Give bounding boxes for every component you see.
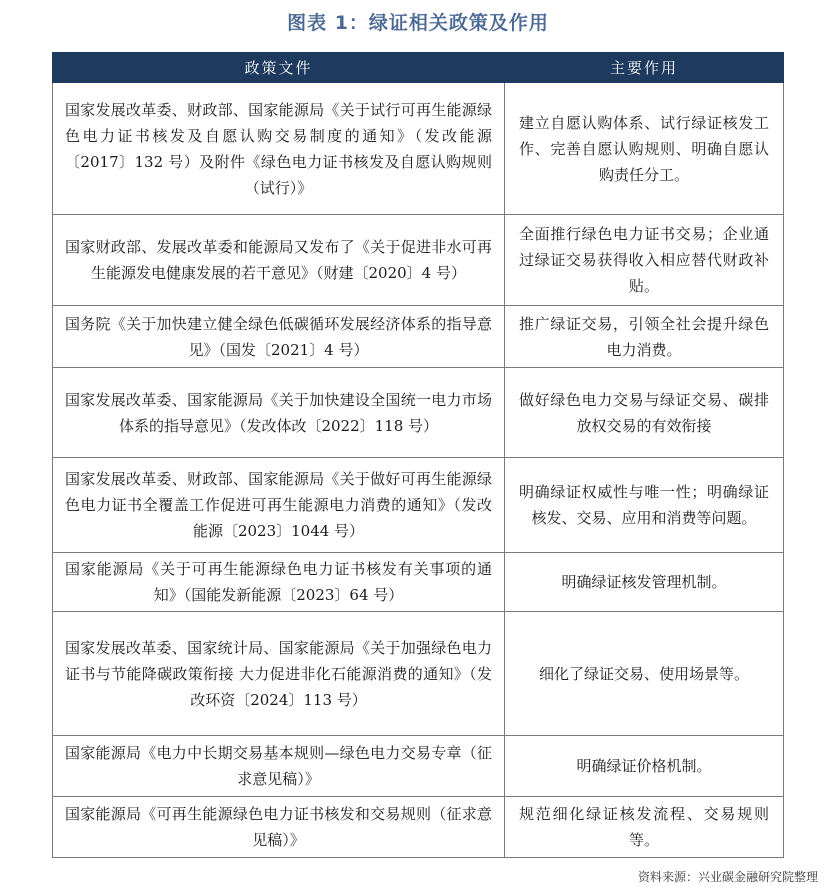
main-role-cell: 明确绿证核发管理机制。 xyxy=(505,553,784,612)
table-row xyxy=(53,368,784,458)
table-row xyxy=(53,797,784,858)
policy-document-cell: 国家发展改革委、国家统计局、国家能源局《关于加强绿色电力证书与节能降碳政策衔接 大力促进非化石能源消费的通知》（发改环资〔2024〕113 号） xyxy=(53,612,505,736)
policy-document-cell: 国务院《关于加快建立健全绿色低碳循环发展经济体系的指导意见》（国发〔2021〕4 号） xyxy=(53,306,505,368)
main-role-cell: 明确绿证权威性与唯一性；明确绿证核发、交易、应用和消费等问题。 xyxy=(505,458,784,553)
policy-document-cell: 国家能源局《可再生能源绿色电力证书核发和交易规则（征求意见稿）》 xyxy=(53,797,505,858)
header-policy-document: 政策文件 xyxy=(53,53,505,83)
main-role-cell: 明确绿证价格机制。 xyxy=(505,736,784,797)
table-row xyxy=(53,306,784,368)
policy-document-cell: 国家发展改革委、国家能源局《关于加快建设全国统一电力市场体系的指导意见》（发改体改〔2022〕118 号） xyxy=(53,368,505,458)
table-row xyxy=(53,458,784,553)
header-main-role: 主要作用 xyxy=(505,53,784,83)
main-role-cell: 推广绿证交易，引领全社会提升绿色电力消费。 xyxy=(505,306,784,368)
table-header-row xyxy=(53,53,784,83)
table-row xyxy=(53,612,784,736)
table-row xyxy=(53,553,784,612)
policy-document-cell: 国家能源局《电力中长期交易基本规则—绿色电力交易专章（征求意见稿）》 xyxy=(53,736,505,797)
policy-document-cell: 国家财政部、发展改革委和能源局又发布了《关于促进非水可再生能源发电健康发展的若干意见》（财建〔2020〕4 号） xyxy=(53,215,505,306)
table-row xyxy=(53,83,784,215)
source-note: 资料来源：兴业碳金融研究院整理 xyxy=(637,870,818,884)
figure-title: 图表 1：绿证相关政策及作用 xyxy=(287,12,549,34)
main-role-cell: 建立自愿认购体系、试行绿证核发工作、完善自愿认购规则、明确自愿认购责任分工。 xyxy=(505,83,784,215)
main-role-cell: 规范细化绿证核发流程、交易规则等。 xyxy=(505,797,784,858)
policy-table xyxy=(52,52,784,858)
main-role-cell: 全面推行绿色电力证书交易；企业通过绿证交易获得收入相应替代财政补贴。 xyxy=(505,215,784,306)
policy-document-cell: 国家发展改革委、财政部、国家能源局《关于试行可再生能源绿色电力证书核发及自愿认购交易制度的通知》（发改能源〔2017〕132 号）及附件《绿色电力证书核发及自愿认购规则（试行）》 xyxy=(53,83,505,215)
policy-document-cell: 国家能源局《关于可再生能源绿色电力证书核发有关事项的通知》（国能发新能源〔2023〕64 号） xyxy=(53,553,505,612)
table-row xyxy=(53,215,784,306)
main-role-cell: 做好绿色电力交易与绿证交易、碳排放权交易的有效衔接 xyxy=(505,368,784,458)
table-row xyxy=(53,736,784,797)
policy-document-cell: 国家发展改革委、财政部、国家能源局《关于做好可再生能源绿色电力证书全覆盖工作促进可再生能源电力消费的通知》（发改能源〔2023〕1044 号） xyxy=(53,458,505,553)
main-role-cell: 细化了绿证交易、使用场景等。 xyxy=(505,612,784,736)
